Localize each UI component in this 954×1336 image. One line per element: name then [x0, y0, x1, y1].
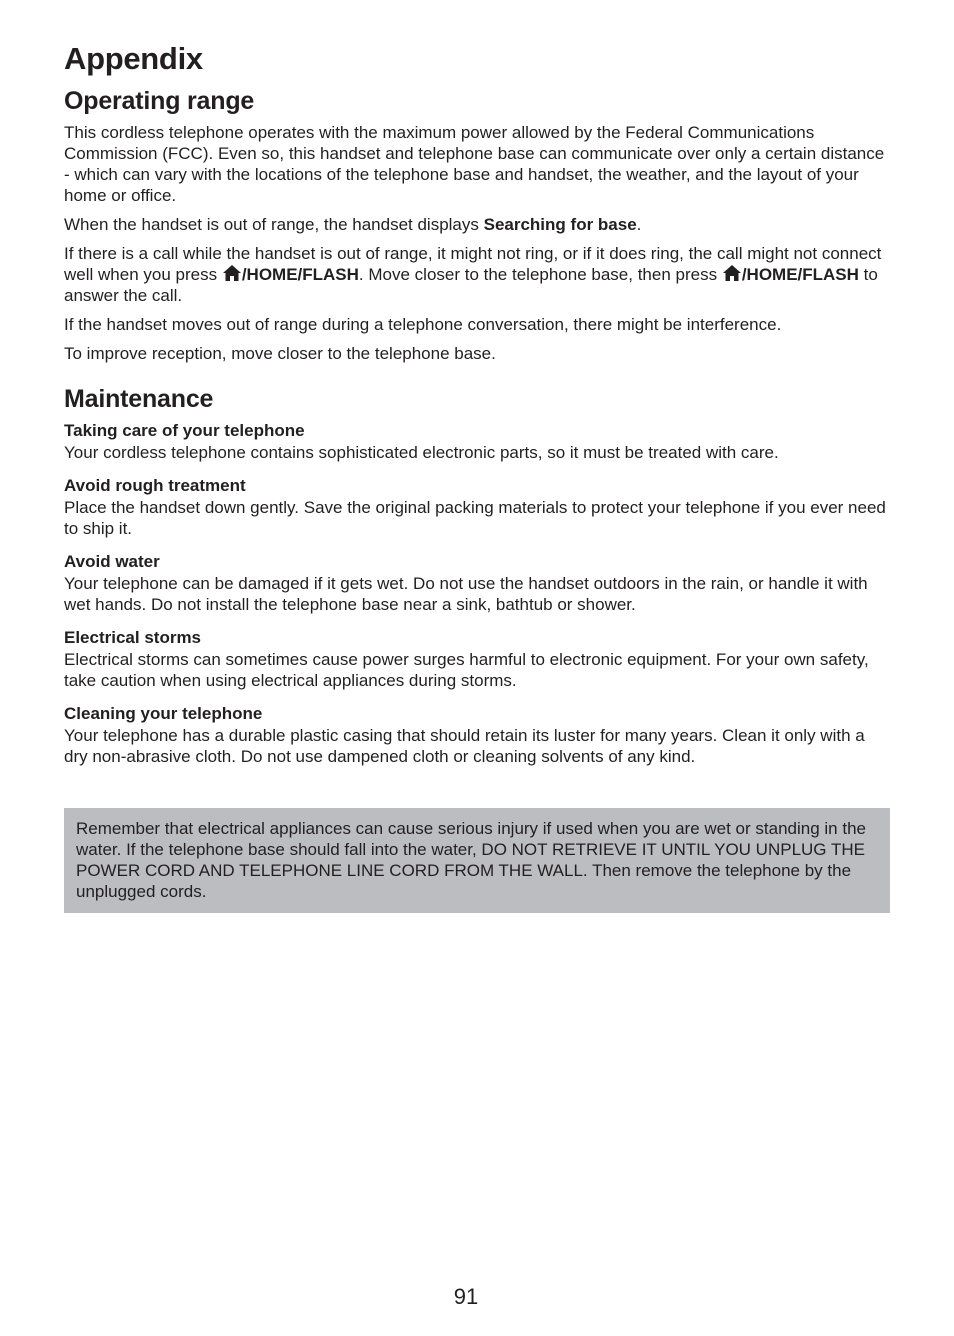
p2-end: .: [636, 215, 642, 234]
maintenance-item: [64, 627, 890, 691]
maintenance-item-text: Your cordless telephone contains sophisticated electronic parts, so it must be treated with care.: [64, 443, 779, 462]
maintenance-item-text: Electrical storms can sometimes cause power surges harmful to electronic equipment. For your own safety, take caution when using electrical appliances during storms.: [64, 650, 869, 690]
home-icon: [722, 264, 742, 282]
maintenance-item-text: Place the handset down gently. Save the original packing materials to protect your telephone if you ever need to ship it.: [64, 498, 886, 538]
operating-range-paragraph-3: [64, 243, 890, 306]
maintenance-section: [64, 384, 890, 767]
operating-range-paragraph-4: If the handset moves out of range during a telephone conversation, there might be interference.: [64, 315, 782, 334]
home-flash-key-label: /HOME/FLASH: [741, 265, 859, 284]
operating-range-paragraph-5: To improve reception, move closer to the telephone base.: [64, 344, 496, 363]
page-title: Appendix: [64, 41, 203, 76]
operating-range-heading: Operating range: [64, 87, 255, 115]
maintenance-item-title: Taking care of your telephone: [64, 421, 305, 440]
maintenance-item: [64, 551, 890, 615]
operating-range-paragraph-1: This cordless telephone operates with the maximum power allowed by the Federal Communications Commission (FCC). Even so, this handset and telephone base can communicate over only a certain distance - which can vary with the locations of the telephone base and handset, the weather, and the layout of your home or office.: [64, 123, 885, 205]
p3-text-a: If there is a call while the handset is out of range, it might not ring, or if it does ring, the call might not connect well when you press: [64, 244, 882, 284]
maintenance-item-title: Avoid rough treatment: [64, 476, 246, 495]
p2-text: When the handset is out of range, the handset displays: [64, 215, 484, 234]
operating-range-section: [64, 86, 890, 364]
maintenance-item-title: Electrical storms: [64, 628, 202, 647]
maintenance-item: [64, 475, 890, 539]
maintenance-heading: Maintenance: [64, 385, 214, 413]
maintenance-item: [64, 703, 890, 767]
operating-range-paragraph-2: [64, 214, 890, 235]
maintenance-item-title: Cleaning your telephone: [64, 704, 263, 723]
maintenance-item-text: Your telephone has a durable plastic casing that should retain its luster for many years. Clean it only with a dry non-abrasive cloth. Do not use dampened cloth or cleaning solvents of any kind.: [64, 726, 865, 766]
safety-note-text: Remember that electrical appliances can cause serious injury if used when you are wet or standing in the water. If the telephone base should fall into the water, DO NOT RETRIEVE IT UNTIL YOU UNPLUG THE POWER CORD AND TELEPHONE LINE CORD FROM THE WALL. Then remove the telephone by the unplugged cords.: [76, 819, 866, 901]
maintenance-item-text: Your telephone can be damaged if it gets wet. Do not use the handset outdoors in the rain, or handle it with wet hands. Do not install the telephone base near a sink, bathtub or shower.: [64, 574, 868, 614]
home-icon: [222, 264, 242, 282]
maintenance-item-title: Avoid water: [64, 552, 160, 571]
maintenance-item: [64, 420, 890, 463]
home-flash-key-label: /HOME/FLASH: [241, 265, 359, 284]
p3-text-c: to answer the call.: [64, 265, 878, 305]
safety-note-box: [64, 808, 890, 913]
page-content: [64, 40, 890, 779]
page-number: 91: [453, 1284, 479, 1309]
searching-for-base-label: Searching for base: [483, 215, 637, 234]
p3-text-b: . Move closer to the telephone base, then press: [358, 265, 722, 284]
